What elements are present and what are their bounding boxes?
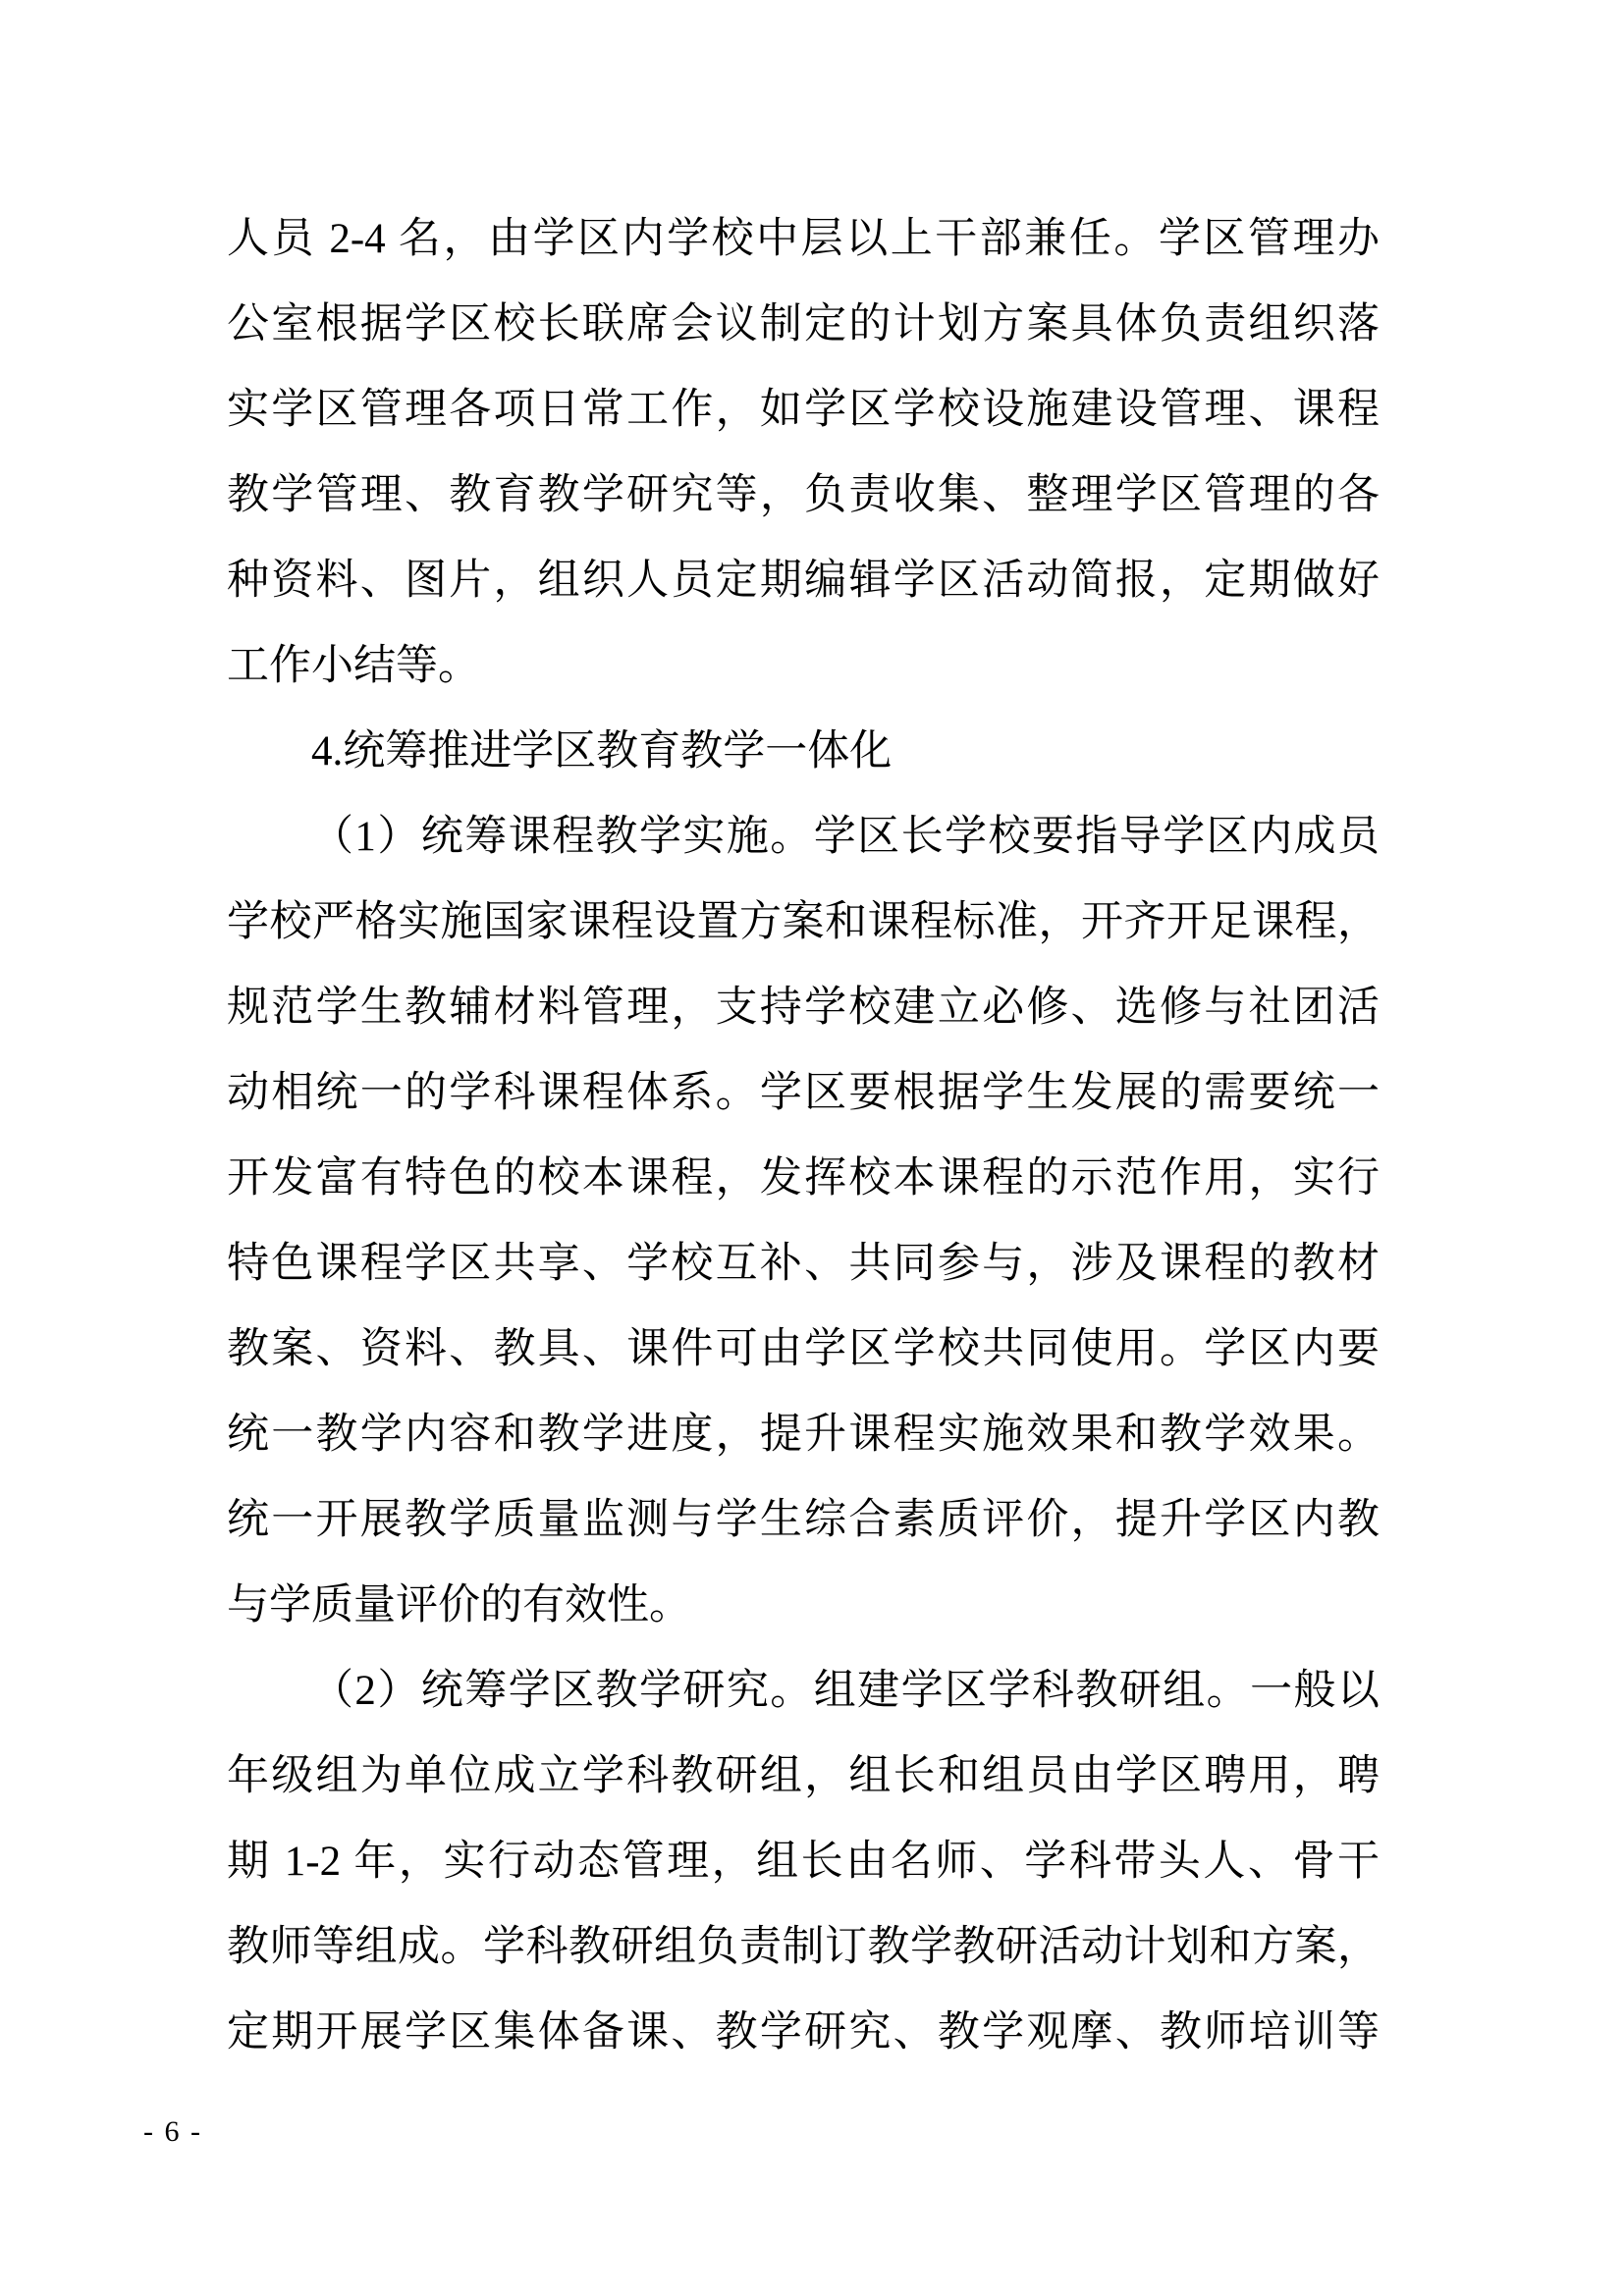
- text-line: （2）统筹学区教学研究。组建学区学科教研组。一般以: [311, 1668, 1380, 1714]
- document-body: [227, 196, 1380, 2075]
- text-line: 学校严格实施国家课程设置方案和课程标准，开齐开足课程，: [227, 899, 1380, 945]
- text-line: 定期开展学区集体备课、教学研究、教学观摩、教师培训等: [227, 2009, 1380, 2056]
- text-line: 与学质量评价的有效性。: [227, 1582, 691, 1629]
- text-line: 统一开展教学质量监测与学生综合素质评价，提升学区内教: [227, 1497, 1380, 1543]
- text-line: 教师等组成。学科教研组负责制订教学教研活动计划和方案，: [227, 1924, 1380, 1970]
- text-line: 4.统筹推进学区教育教学一体化: [311, 728, 893, 774]
- text-line: 教学管理、教育教学研究等，负责收集、整理学区管理的各: [227, 472, 1380, 518]
- text-line: （1）统筹课程教学实施。学区长学校要指导学区内成员: [311, 814, 1380, 860]
- text-line: 动相统一的学科课程体系。学区要根据学生发展的需要统一: [227, 1070, 1380, 1116]
- text-line: 实学区管理各项日常工作，如学区学校设施建设管理、课程: [227, 387, 1380, 433]
- text-line: 年级组为单位成立学科教研组，组长和组员由学区聘用，聘: [227, 1753, 1380, 1799]
- page-number: - 6 -: [143, 2115, 202, 2148]
- text-line: 特色课程学区共享、学校互补、共同参与，涉及课程的教材: [227, 1241, 1380, 1287]
- text-line: 期 1-2 年，实行动态管理，组长由名师、学科带头人、骨干: [227, 1839, 1380, 1885]
- text-line: 人员 2-4 名，由学区内学校中层以上干部兼任。学区管理办: [227, 216, 1380, 262]
- text-line: 种资料、图片，组织人员定期编辑学区活动简报，定期做好: [227, 558, 1380, 604]
- text-line: 工作小结等。: [227, 643, 480, 689]
- text-line: 统一教学内容和教学进度，提升课程实施效果和教学效果。: [227, 1412, 1380, 1458]
- text-line: 公室根据学区校长联席会议制定的计划方案具体负责组织落: [227, 301, 1380, 347]
- text-line: 开发富有特色的校本课程，发挥校本课程的示范作用，实行: [227, 1155, 1380, 1201]
- text-line: 规范学生教辅材料管理，支持学校建立必修、选修与社团活: [227, 985, 1380, 1031]
- text-line: 教案、资料、教具、课件可由学区学校共同使用。学区内要: [227, 1326, 1380, 1372]
